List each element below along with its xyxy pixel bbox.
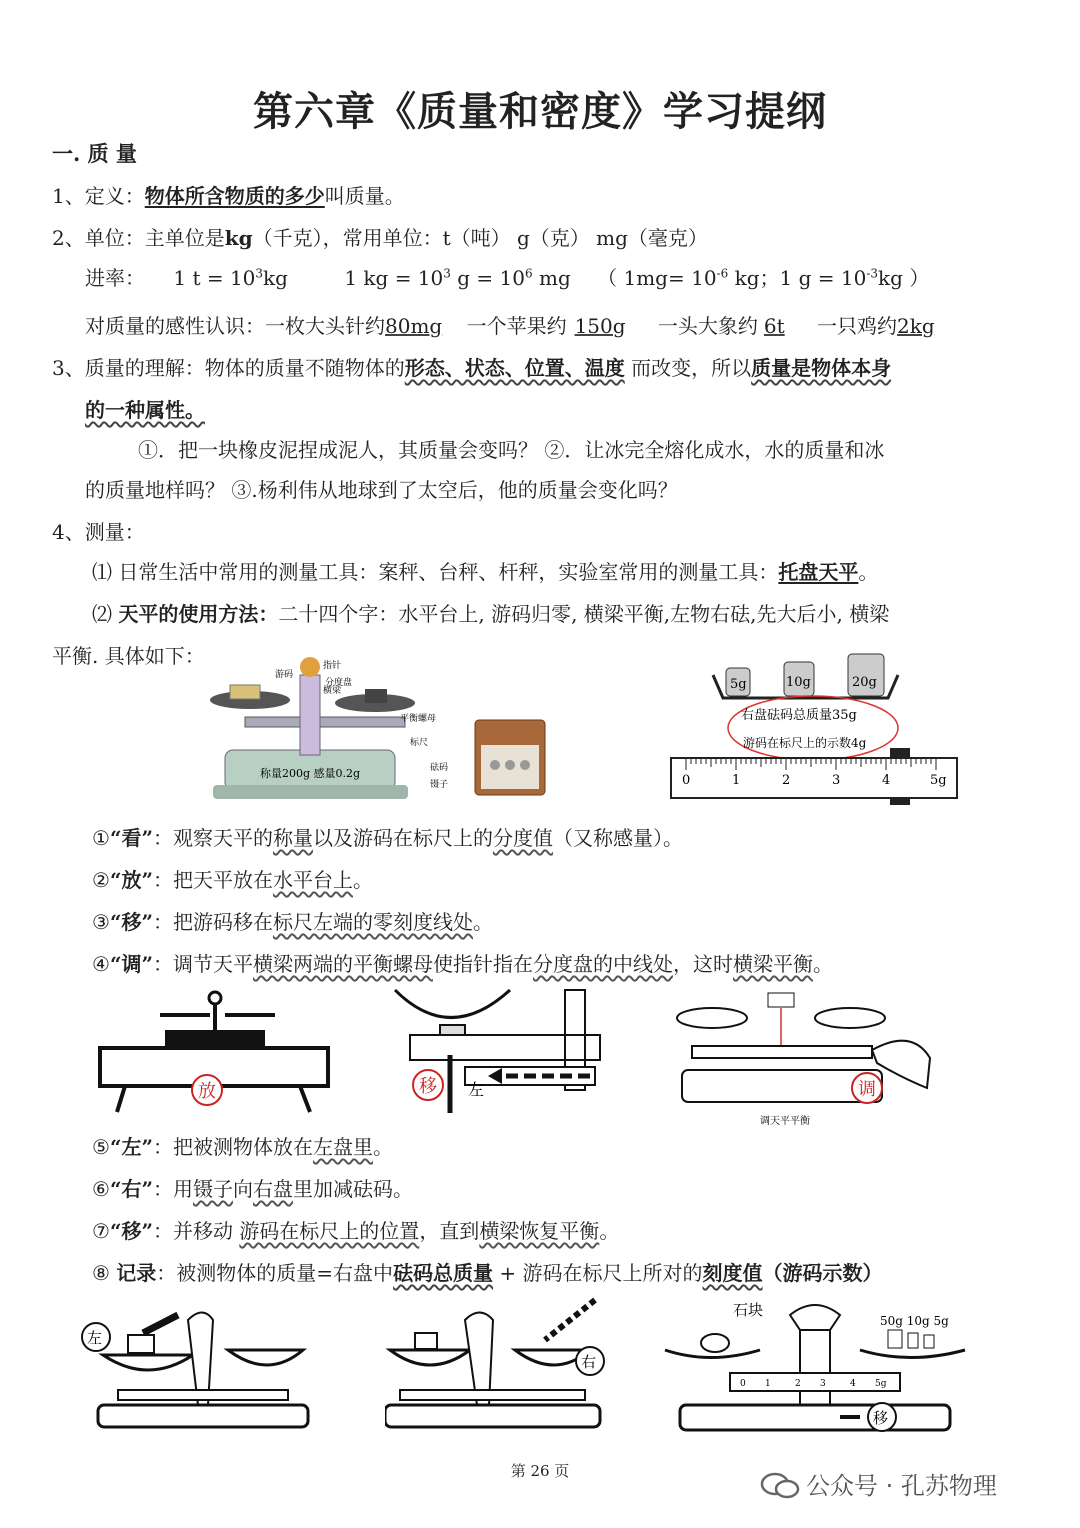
balance-usage-line-2: 平衡. 具体如下：: [52, 644, 205, 668]
weights-label: 50g 10g 5g: [880, 1314, 949, 1328]
measure-tools-line: ⑴ 日常生活中常用的测量工具：案秤、台秤、杆秤，实验室常用的测量工具：托盘天平。: [92, 560, 879, 584]
label-rider: 游码: [275, 670, 294, 680]
step-6: ⑥“右”：用镊子向右盘里加减砝码。: [92, 1177, 413, 1201]
stone-label: 石块: [733, 1301, 764, 1319]
place-balance-image: [95, 990, 335, 1115]
left-pan-image: [78, 1295, 323, 1435]
balance-plate-text: 称量200g 感量0.2g: [260, 767, 361, 780]
question-line-2: 的质量地样吗？ ③.杨利伟从地球到了太空后，他的质量会变化吗？: [85, 478, 678, 502]
label-pointer: 指针: [323, 661, 342, 671]
zuo-mark: 左: [87, 1329, 103, 1347]
scale-tick-0: 0: [682, 773, 691, 788]
yi-mark-2: 移: [873, 1409, 889, 1427]
move-rider-image: [390, 985, 602, 1115]
record-image: [660, 1295, 970, 1443]
yi-mark-1: 移: [419, 1076, 437, 1097]
scale-3: 3: [820, 1379, 826, 1389]
weight-10g: 10g: [786, 675, 811, 690]
label-tweezers: 镊子: [430, 780, 449, 790]
section-heading: 一. 质 量: [52, 141, 137, 166]
adjust-caption: 调天平平衡: [760, 1116, 810, 1127]
scale-tick-4: 4: [882, 773, 891, 788]
weight-5g: 5g: [730, 677, 747, 692]
balance-diagram: [205, 655, 555, 805]
label-beam: 横梁: [323, 686, 342, 696]
step-2: ②“放”：把天平放在水平台上。: [92, 868, 373, 892]
page-title: 第六章《质量和密度》学习提纲: [253, 88, 827, 135]
scale-tick-2: 2: [782, 773, 791, 788]
adjust-balance-image: [672, 988, 934, 1128]
question-line-1: ①．把一块橡皮泥捏成泥人，其质量会变吗？ ②．让冰完全熔化成水，水的质量和冰: [138, 438, 885, 462]
scale-5g: 5g: [875, 1379, 887, 1389]
right-pan-image: [385, 1295, 615, 1435]
you-mark: 右: [581, 1353, 597, 1371]
balance-usage-line: ⑵ 天平的使用方法：二十四个字：水平台上, 游码归零, 横梁平衡,左物右砝,先大后小, 横梁: [92, 602, 890, 626]
definition-line: 1、定义：物体所含物质的多少叫质量。: [52, 184, 405, 208]
step-3: ③“移”：把游码移在标尺左端的零刻度线处。: [92, 910, 493, 934]
step-5: ⑤“左”：把被测物体放在左盘里。: [92, 1135, 393, 1159]
weight-20g: 20g: [852, 675, 877, 690]
step-7: ⑦“移”：并移动 游码在标尺上的位置，直到横梁恢复平衡。: [92, 1219, 620, 1243]
scale-4: 4: [850, 1379, 856, 1389]
scale-tick-5g: 5g: [930, 773, 947, 788]
rider-reading-note: 游码在标尺上的示数4g: [743, 736, 867, 750]
scale-1: 1: [765, 1379, 771, 1389]
sense-line: 对质量的感性认识：一枚大头针约80mg 一个苹果约 150g 一头大象约 6t 一只鸡约2kg: [85, 314, 935, 338]
left-arrow-label: 左: [468, 1080, 485, 1099]
units-line: 2、单位：主单位是kg（千克），常用单位：t（吨） g（克） mg（毫克）: [52, 226, 708, 250]
measure-heading: 4、测量：: [52, 520, 145, 544]
tiao-mark: 调: [858, 1079, 876, 1100]
step-1: ①“看”：观察天平的称量以及游码在标尺上的分度值（又称感量）。: [92, 826, 683, 850]
fang-mark: 放: [198, 1081, 216, 1102]
label-nut: 平衡螺母: [400, 714, 437, 724]
label-weights: 砝码: [430, 763, 449, 773]
rate-line: 进率： 1 $t = 10^3kg$ 1 kg = $10^3$ $g = 10^6$ mg （ $1mg= 10^{-6}$ kg；1 $g = 10^{-3}kg$ ）: [85, 266, 930, 290]
label-dial: 分度盘: [325, 678, 353, 688]
watermark: 公众号 · 孔苏物理: [806, 1472, 997, 1500]
weights-total-note: 右盘砝码总质量35g: [741, 708, 857, 723]
label-scale: 标尺: [410, 738, 429, 748]
step-8: ⑧ 记录：被测物体的质量=右盘中砝码总质量 + 游码在标尺上所对的刻度值（游码示数）: [92, 1261, 883, 1285]
step-4: ④“调”：调节天平横梁两端的平衡螺母使指针指在分度盘的中线处，这时横梁平衡。: [92, 952, 833, 976]
weights-scale-diagram: [668, 650, 963, 805]
understanding-line: 3、质量的理解：物体的质量不随物体的形态、状态、位置、温度 而改变，所以质量是物体本身: [52, 356, 892, 380]
understanding-line-2: 的一种属性。: [85, 398, 205, 422]
page-number: 第 26 页: [510, 1462, 570, 1480]
scale-tick-3: 3: [832, 773, 841, 788]
scale-2: 2: [795, 1379, 801, 1389]
wechat-icon: [760, 1472, 800, 1500]
scale-tick-1: 1: [732, 773, 741, 788]
scale-0: 0: [740, 1379, 746, 1389]
